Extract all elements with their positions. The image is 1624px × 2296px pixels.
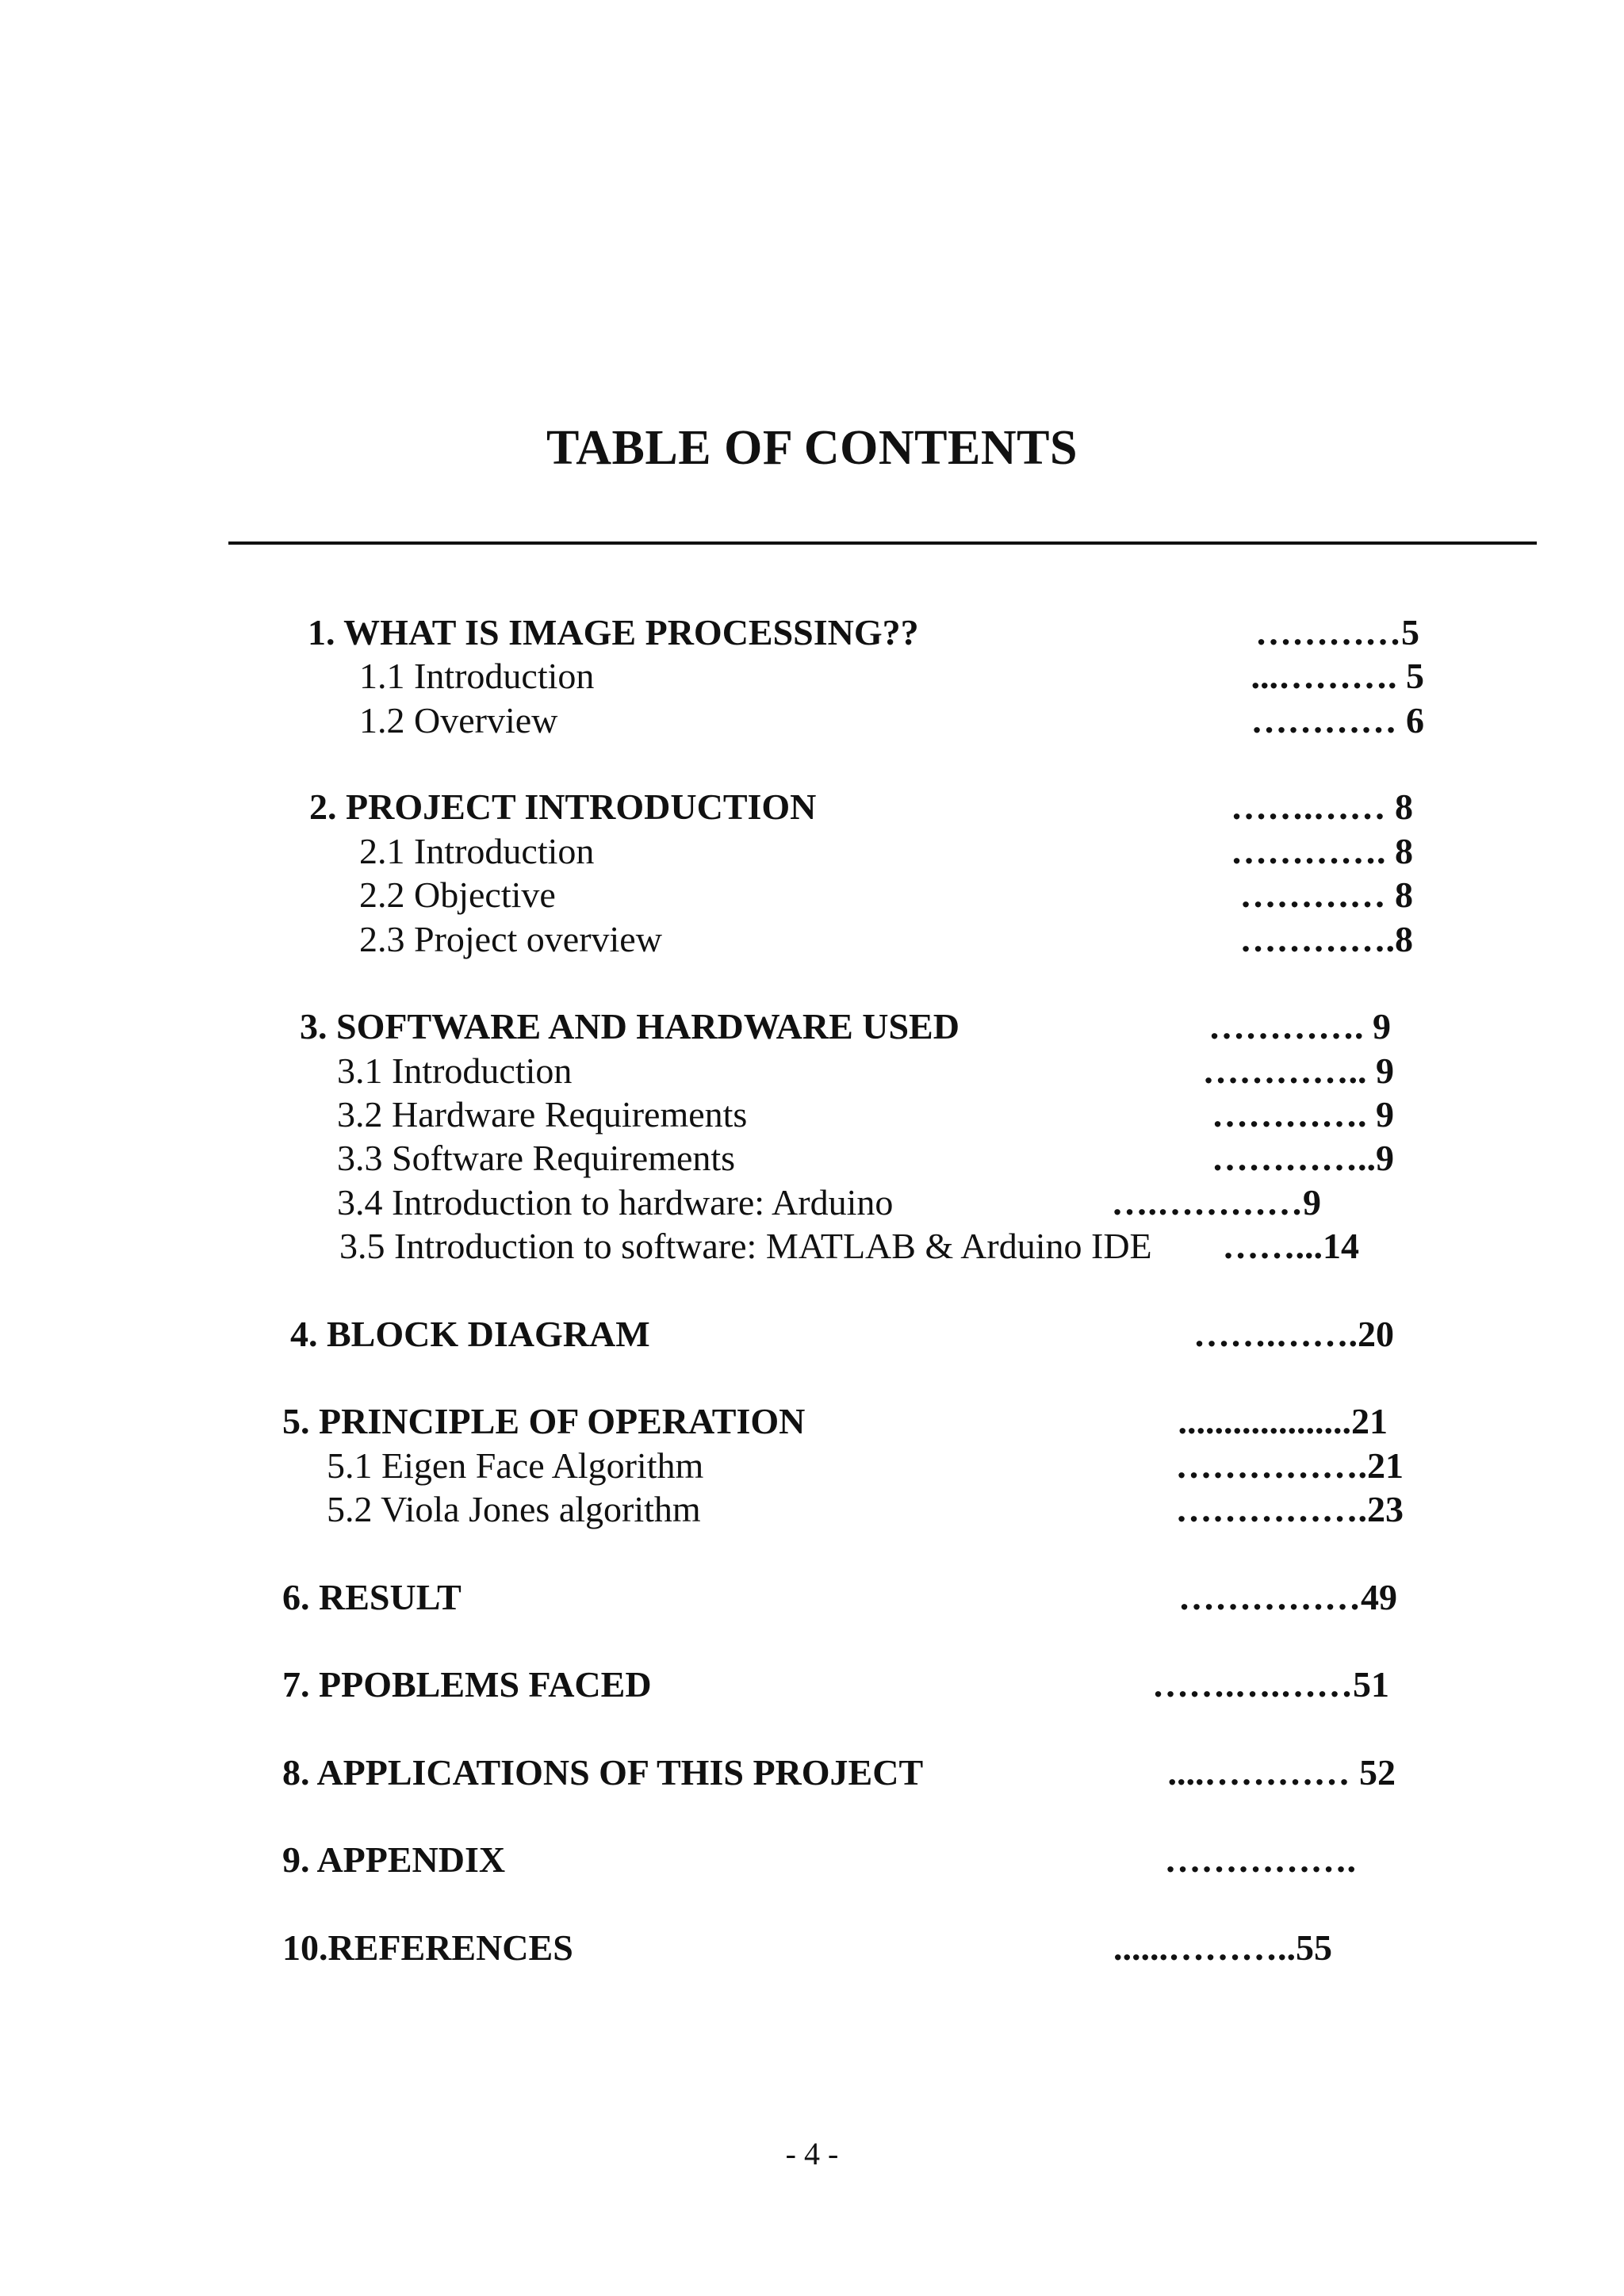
toc-item-3-1: 3.1 Introduction	[337, 1050, 573, 1091]
toc-item-7-leader: …….….……51	[1152, 1664, 1389, 1705]
toc-item-2-1: 2.1 Introduction	[359, 831, 595, 871]
toc-item-5: 5. PRINCIPLE OF OPERATION	[282, 1401, 806, 1441]
toc-item-1: 1. WHAT IS IMAGE PROCESSING??	[308, 612, 919, 652]
toc-item-5-1-leader: …………….21	[1175, 1445, 1404, 1486]
toc-item-4-leader: …….…….20	[1193, 1314, 1394, 1354]
toc-item-5-2: 5.2 Viola Jones algorithm	[327, 1489, 701, 1529]
toc-item-2: 2. PROJECT INTRODUCTION	[309, 786, 817, 827]
toc-item-3-5: 3.5 Introduction to software: MATLAB & Arduino IDE	[339, 1226, 1152, 1266]
toc-item-2-1-leader: …………. 8	[1231, 831, 1413, 871]
toc-item-3-3: 3.3 Software Requirements	[337, 1138, 736, 1178]
page-number: - 4 -	[785, 2136, 839, 2172]
toc-item-1-2: 1.2 Overview	[359, 700, 558, 740]
toc-item-3-2-leader: …………. 9	[1212, 1094, 1394, 1135]
toc-item-5-2-leader: …………….23	[1175, 1489, 1404, 1529]
toc-item-10-leader: ......………..55	[1113, 1927, 1332, 1968]
toc-item-3-5-leader: ……...14	[1222, 1226, 1359, 1266]
toc-item-3-2: 3.2 Hardware Requirements	[337, 1094, 748, 1135]
toc-item-2-3: 2.3 Project overview	[359, 919, 662, 959]
toc-item-2-2-leader: ………… 8	[1239, 874, 1413, 915]
toc-item-3-4: 3.4 Introduction to hardware: Arduino	[337, 1182, 894, 1223]
toc-item-1-2-leader: ………… 6	[1251, 700, 1424, 740]
toc-item-3-leader: …………. 9	[1208, 1006, 1391, 1047]
toc-item-9: 9. APPENDIX	[282, 1839, 506, 1880]
toc-item-6-leader: ……………49	[1178, 1577, 1397, 1617]
toc-item-5-leader: ...................21	[1178, 1401, 1388, 1441]
toc-item-6: 6. RESULT	[282, 1577, 462, 1617]
toc-item-3: 3. SOFTWARE AND HARDWARE USED	[300, 1006, 959, 1047]
toc-item-1-1: 1.1 Introduction	[359, 656, 595, 696]
title-divider	[228, 541, 1537, 545]
toc-item-1-leader: …………5	[1255, 612, 1419, 652]
toc-item-2-leader: …….…… 8	[1231, 786, 1413, 827]
toc-item-3-1-leader: ………….. 9	[1202, 1050, 1394, 1091]
toc-item-8-leader: ....………… 52	[1167, 1752, 1396, 1793]
toc-item-2-3-leader: ………….8	[1239, 919, 1413, 959]
toc-item-3-3-leader: …………..9	[1212, 1138, 1394, 1178]
toc-item-7: 7. PPOBLEMS FACED	[282, 1664, 652, 1705]
toc-item-5-1: 5.1 Eigen Face Algorithm	[327, 1445, 704, 1486]
toc-item-10: 10.REFERENCES	[282, 1927, 573, 1968]
toc-item-2-2: 2.2 Objective	[359, 874, 556, 915]
toc-item-1-1-leader: ...………. 5	[1251, 656, 1424, 696]
toc-item-4: 4. BLOCK DIAGRAM	[290, 1314, 650, 1354]
toc-item-3-4-leader: ….…………9	[1111, 1182, 1321, 1223]
toc-item-8: 8. APPLICATIONS OF THIS PROJECT	[282, 1752, 924, 1793]
toc-item-9-leader: …………….	[1164, 1839, 1356, 1880]
page-title: TABLE OF CONTENTS	[546, 421, 1078, 475]
